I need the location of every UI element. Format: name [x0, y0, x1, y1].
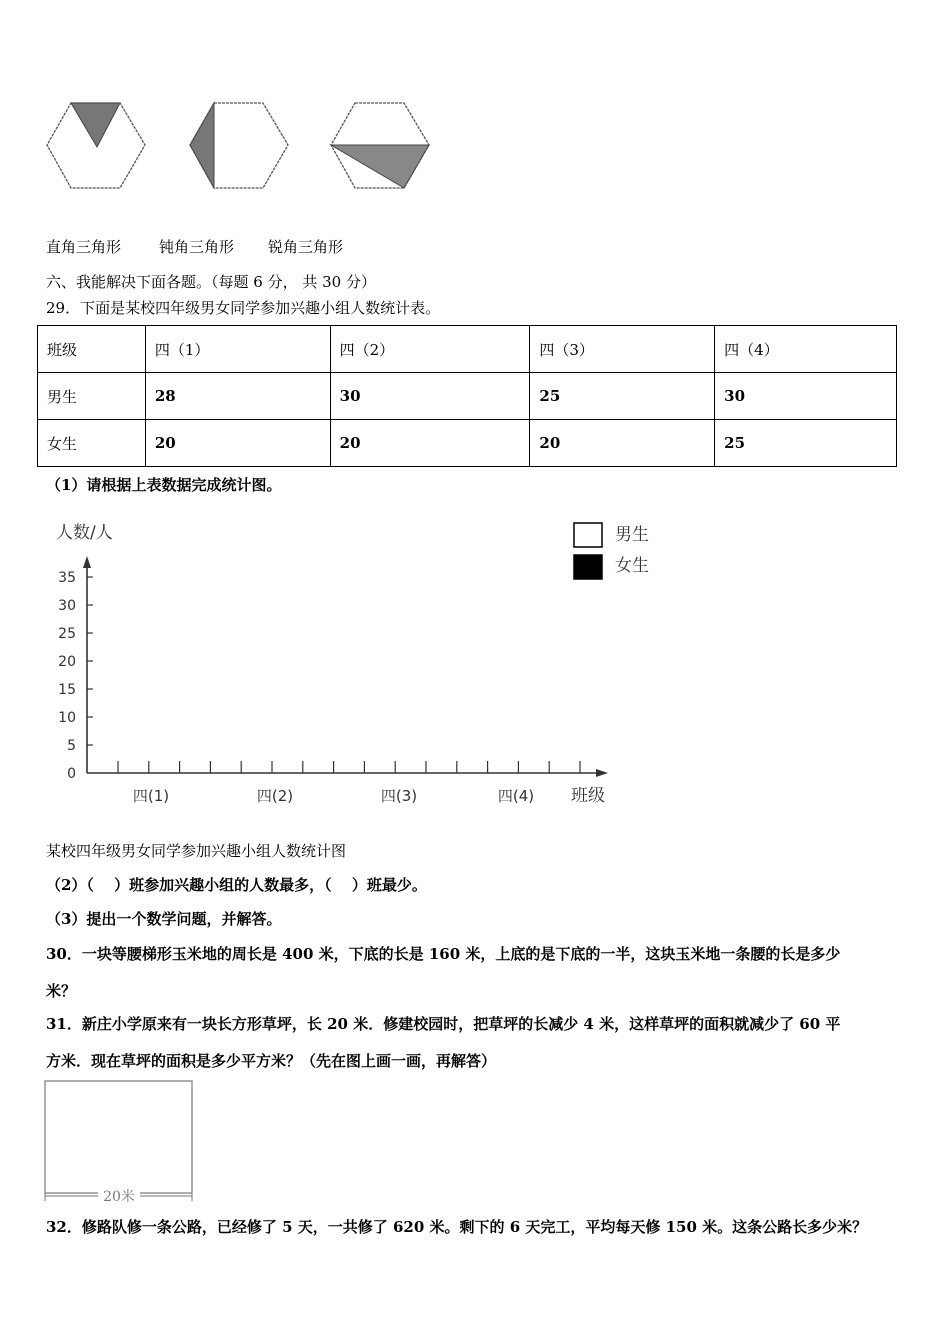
lawn-rectangle [45, 1081, 192, 1193]
legend-swatch-boys [574, 523, 602, 547]
table-cell: 男生 [38, 373, 146, 420]
table-cell: 20 [145, 420, 330, 467]
q31-line2: 方米．现在草坪的面积是多少平方米？（先在图上画一画，再解答） [46, 1052, 497, 1070]
q29-sub3: （3）提出一个数学问题，并解答。 [46, 910, 282, 928]
chart-caption: 某校四年级男女同学参加兴趣小组人数统计图 [46, 842, 347, 860]
y-axis-arrow [83, 556, 91, 568]
hexagon-right-triangle [47, 103, 145, 188]
chart-ylabel: 人数/人 [56, 523, 113, 543]
x-category-label: 四(3) [380, 787, 418, 805]
table-cell: 28 [145, 373, 330, 420]
chart-xlabel: 班级 [571, 786, 605, 806]
y-tick-label: 30 [58, 598, 76, 614]
q32-text: 32．修路队修一条公路，已经修了 5 天，一共修了 620 米。剩下的 6 天完工，平均每天修 150 米。这条公路长多少米？ [46, 1218, 868, 1236]
hexagon-obtuse-triangle [190, 103, 288, 188]
x-axis-arrow [596, 769, 608, 777]
lawn-rectangle-figure [40, 1078, 200, 1206]
q29-sub2: （2）（ ）班参加兴趣小组的人数最多，（ ）班最少。 [46, 876, 427, 894]
y-tick-label: 5 [67, 738, 76, 754]
legend-swatch-girls [574, 555, 602, 579]
table-header-cell: 四（4） [715, 326, 897, 373]
table-cell: 20 [330, 420, 530, 467]
table-header-cell: 四（3） [530, 326, 715, 373]
y-tick-label: 35 [58, 570, 76, 586]
table-header-cell: 班级 [38, 326, 146, 373]
hexagon-figures [40, 95, 440, 200]
section-6-title: 六、我能解决下面各题。（每题 6 分， 共 30 分） [46, 273, 376, 291]
q30-line2: 米？ [46, 982, 77, 1000]
x-category-label: 四(4) [497, 787, 535, 805]
y-tick-label: 25 [58, 626, 76, 642]
table-cell: 25 [715, 420, 897, 467]
bar-chart [40, 512, 680, 817]
legend-label-boys: 男生 [615, 525, 649, 545]
table-row-girls [38, 420, 897, 467]
table-cell: 25 [530, 373, 715, 420]
table-cell: 女生 [38, 420, 146, 467]
table-header-cell: 四（1） [145, 326, 330, 373]
y-tick-label: 0 [67, 766, 76, 782]
dimension-label: 20米 [103, 1189, 135, 1205]
y-tick-label: 10 [58, 710, 76, 726]
table-cell: 30 [330, 373, 530, 420]
hexagon-label-right: 直角三角形 [46, 238, 122, 256]
hexagon-acute-triangle [331, 103, 429, 188]
table-header-row [38, 326, 897, 373]
x-category-label: 四(1) [132, 787, 170, 805]
x-category-label: 四(2) [256, 787, 294, 805]
table-cell: 30 [715, 373, 897, 420]
hexagon-label-obtuse: 钝角三角形 [159, 238, 235, 256]
q29-text: 29．下面是某校四年级男女同学参加兴趣小组人数统计表。 [46, 299, 441, 317]
table-header-cell: 四（2） [330, 326, 530, 373]
table-cell: 20 [530, 420, 715, 467]
q31-line1: 31．新庄小学原来有一块长方形草坪，长 20 米．修建校园时，把草坪的长减少 4 米，这样草坪的面积就减少了 60 平 [46, 1015, 841, 1033]
stats-table [37, 325, 897, 467]
q30-line1: 30．一块等腰梯形玉米地的周长是 400 米，下底的长是 160 米，上底的是下底的一半，这块玉米地一条腰的长是多少 [46, 945, 841, 963]
y-tick-label: 15 [58, 682, 76, 698]
table-row-boys [38, 373, 897, 420]
q29-sub1: （1）请根据上表数据完成统计图。 [46, 476, 282, 494]
y-tick-label: 20 [58, 654, 76, 670]
legend-label-girls: 女生 [615, 556, 649, 576]
hexagon-label-acute: 锐角三角形 [268, 238, 344, 256]
